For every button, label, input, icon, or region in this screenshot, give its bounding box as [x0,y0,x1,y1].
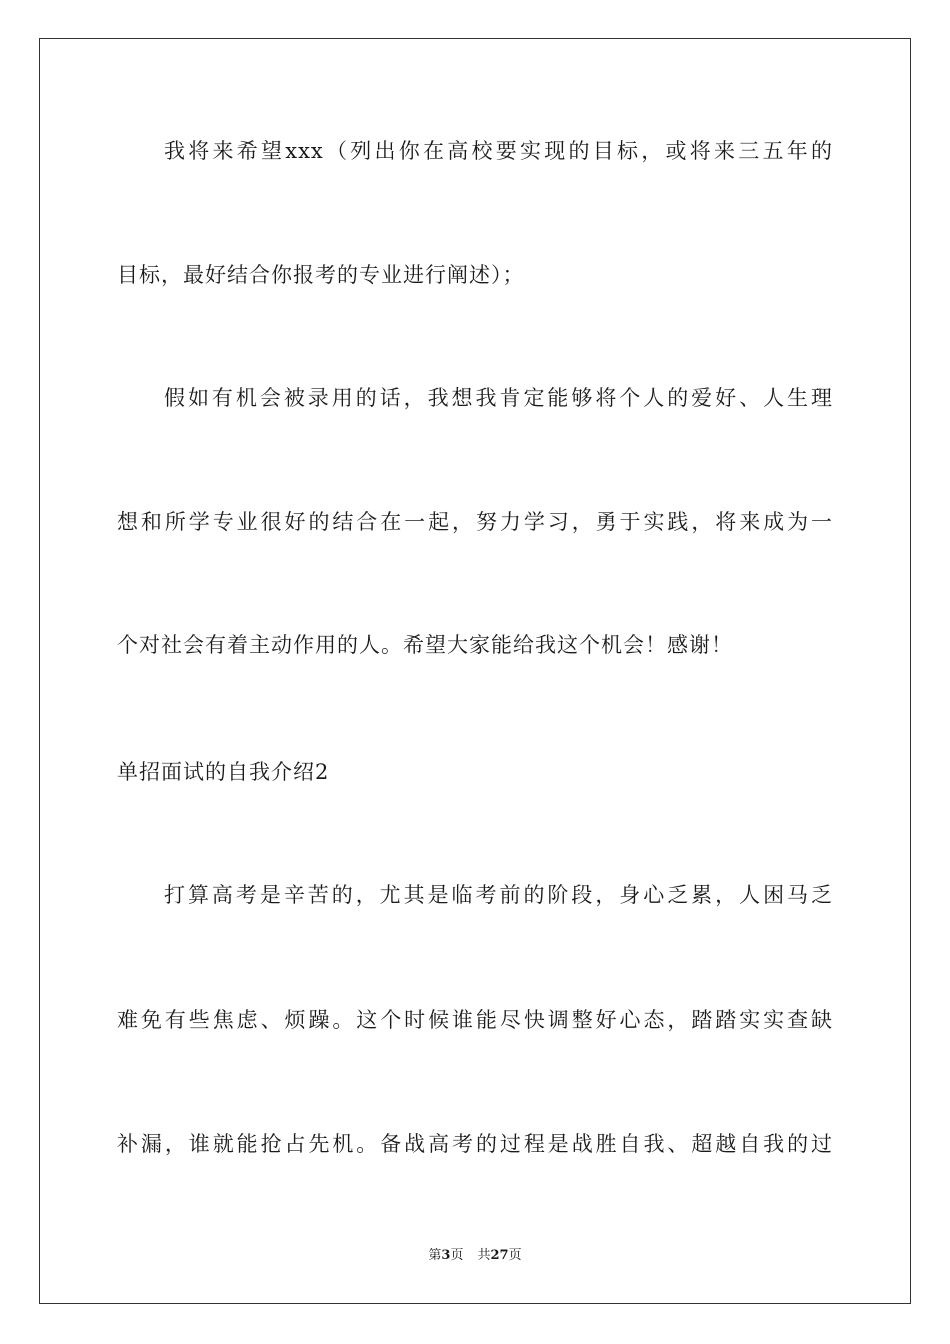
section-heading: 单招面试的自我介绍2 [117,760,330,784]
page-prefix: 第 [428,1248,442,1263]
total-prefix: 共 [477,1248,491,1263]
paragraph-line: 打算高考是辛苦的，尤其是临考前的阶段，身心乏累，人困马乏 [164,883,833,907]
paragraph-line: 想和所学专业很好的结合在一起，努力学习，勇于实践，将来成为一 [117,510,833,534]
paragraph-line: 补漏，谁就能抢占先机。备战高考的过程是战胜自我、超越自我的过 [117,1132,833,1156]
paragraph-line: 假如有机会被录用的话，我想我肯定能够将个人的爱好、人生理 [164,386,833,410]
paragraph-line: 我将来希望xxx（列出你在高校要实现的目标，或将来三五年的 [164,139,833,163]
page-footer [0,1247,950,1265]
paragraph-line: 个对社会有着主动作用的人。希望大家能给我这个机会！感谢！ [117,633,733,657]
paragraph-line: 难免有些焦虑、烦躁。这个时候谁能尽快调整好心态，踏踏实实查缺 [117,1008,833,1032]
total-suffix: 页 [508,1248,522,1263]
page-frame [39,38,911,1304]
paragraph-line: 目标，最好结合你报考的专业进行阐述）； [117,263,525,287]
total-pages: 27 [490,1248,509,1263]
page-number: 3 [441,1248,451,1263]
page-suffix: 页 [450,1248,464,1263]
